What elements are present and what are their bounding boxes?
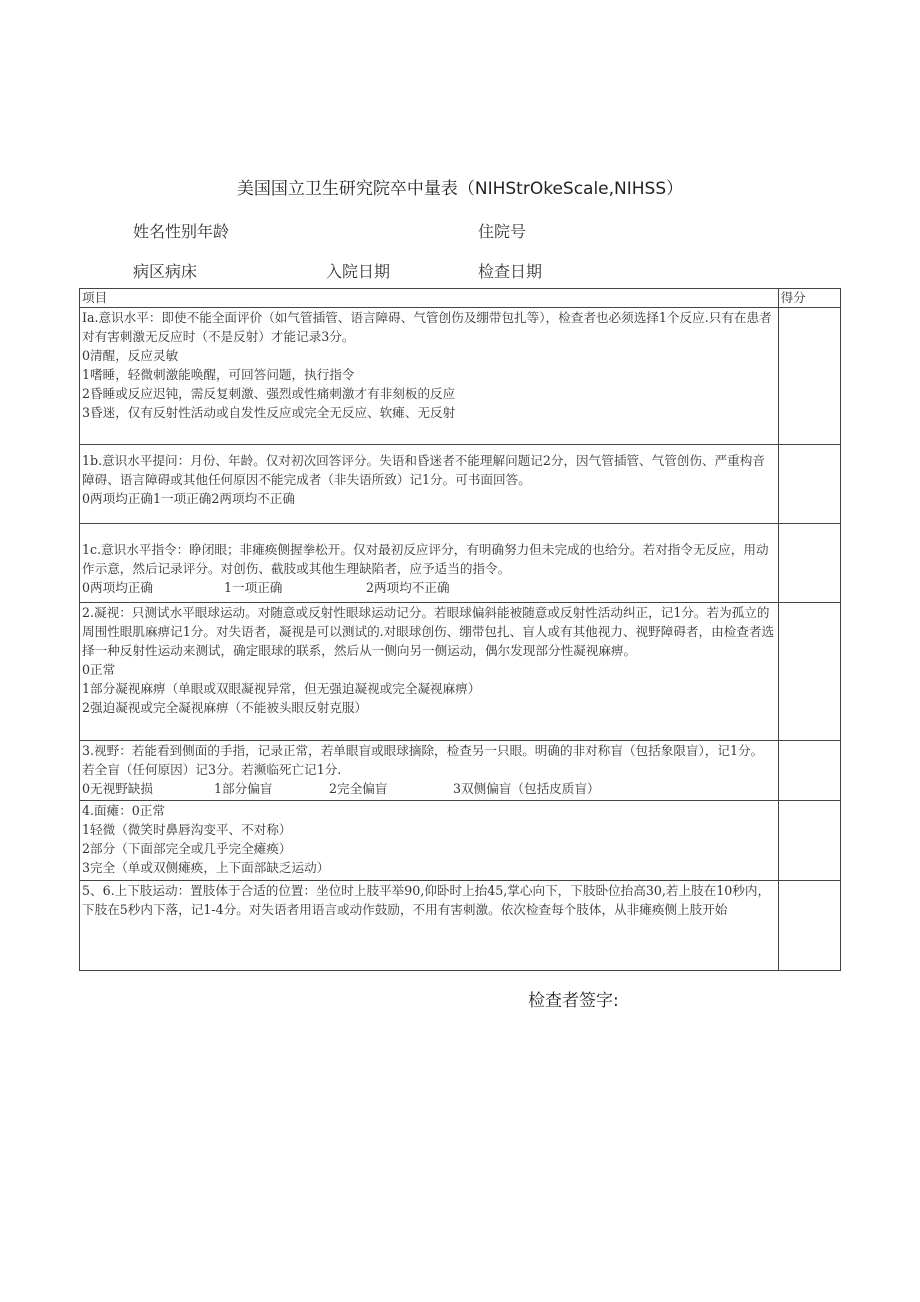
table-header-row [80,289,841,308]
option-line [82,779,776,798]
option-line: 3昏迷，仅有反射性活动或自发性反应或完全无反应、软瘫、无反射 [82,405,456,420]
name-gender-age-label: 姓名性别年龄 [133,222,230,241]
table-row [80,603,841,741]
option-line: 1嗜睡，轻微刺激能唤醒，可回答问题，执行指令 [82,367,355,382]
option-line: 2部分（下面部完全或几乎完全瘫痪） [82,841,292,856]
option-line: 3完全（单或双侧瘫痪，上下面部缺乏运动） [82,860,330,875]
item-cell [80,445,779,524]
option-item: 0无视野缺损 [82,781,153,796]
ward-bed-label: 病区病床 [133,262,198,281]
option-line: 0两项均正确1一项正确2两项均不正确 [82,491,295,506]
admission-number-label: 住院号 [478,222,527,241]
option-line [82,578,776,597]
exam-date-label: 检查日期 [478,262,543,281]
score-cell[interactable] [778,741,840,801]
option-line: 2昏睡或反应迟钝，需反复刺激、强烈或性痛刺激才有非刻板的反应 [82,386,456,401]
item-cell [80,524,779,603]
score-cell[interactable] [778,308,840,445]
nihss-table [79,288,841,971]
admission-date-label: 入院日期 [326,262,391,281]
item-description: 2.凝视：只测试水平眼球运动。对随意或反射性眼球运动记分。若眼球偏斜能被随意或反射性活动纠正，记1分。若为孤立的周围性眼肌麻痹记1分。对失语者，凝视是可以测试的.对眼球创伤、绷带包扎、盲人或有其他视力、视野障碍者，由检查者选择一种反射性运动来测试，确定眼球的联系，然后从一侧向另一侧运动，偶尔发现部分性凝视麻痹。 [82,605,775,658]
item-description: Ia.意识水平：即使不能全面评价（如气管插管、语言障碍、气管创伤及绷带包扎等），检查者也必须选择1个反应.只有在患者对有害刺激无反应时（不是反射）才能记录3分。 [82,310,772,344]
item-description: 5、6.上下肢运动：置肢体于合适的位置：坐位时上肢平举90,仰卧时上抬45,掌心向下，下肢卧位抬高30,若上肢在10秒内，下肢在5秒内下落，记1-4分。对失语者用语言或动作鼓励，不用有害刺激。依次检查每个肢体，从非瘫痪侧上肢开始 [82,883,771,917]
examiner-signature-label: 检查者签字: [528,991,619,1011]
item-cell [80,741,779,801]
table-row [80,308,841,445]
option-item: 1部分偏盲 [214,781,273,796]
item-description: 3.视野：若能看到侧面的手指，记录正常，若单眼盲或眼球摘除，检查另一只眼。明确的非对称盲（包括象限盲），记1分。若全盲（任何原因）记3分。若濒临死亡记1分. [82,743,764,777]
option-line: 0正常 [82,662,116,677]
option-item: 2完全偏盲 [329,781,388,796]
table-row [80,445,841,524]
item-cell [80,308,779,445]
option-line: 2强迫凝视或完全凝视麻痹（不能被头眼反射克服） [82,700,368,715]
option-item: 1一项正确 [224,580,283,595]
option-item: 0两项均正确 [82,580,153,595]
score-cell[interactable] [778,801,840,881]
table-row [80,881,841,971]
page-title: 美国国立卫生研究院卒中量表（NIHStrOkeScale,NIHSS） [236,179,684,199]
option-item: 3双侧偏盲（包括皮质盲） [453,781,600,796]
item-cell [80,801,779,881]
table-row [80,801,841,881]
score-cell[interactable] [778,445,840,524]
header-score: 得分 [778,289,840,308]
item-cell [80,603,779,741]
header-item: 项目 [80,289,779,308]
item-description: 1b.意识水平提问：月份、年龄。仅对初次回答评分。失语和昏迷者不能理解问题记2分，因气管插管、气管创伤、严重构音障碍、语言障碍或其他任何原因不能完成者（非失语所致）记1分。可书面回答。 [82,453,765,487]
item-description: 4.面瘫：0正常 [82,803,165,818]
table-row [80,524,841,603]
item-description: 1c.意识水平指令：睁闭眼；非瘫痪侧握拳松开。仅对最初反应评分，有明确努力但未完成的也给分。若对指令无反应，用动作示意，然后记录评分。对创伤、截肢或其他生理缺陷者，应予适当的指令。 [82,542,769,576]
score-cell[interactable] [778,603,840,741]
score-cell[interactable] [778,524,840,603]
option-line: 1轻微（微笑时鼻唇沟变平、不对称） [82,822,292,837]
option-line: 0清醒，反应灵敏 [82,348,179,363]
item-cell [80,881,779,971]
table-row [80,741,841,801]
option-item: 2两项均不正确 [366,580,450,595]
score-cell[interactable] [778,881,840,971]
option-line: 1部分凝视麻痹（单眼或双眼凝视异常，但无强迫凝视或完全凝视麻痹） [82,681,481,696]
